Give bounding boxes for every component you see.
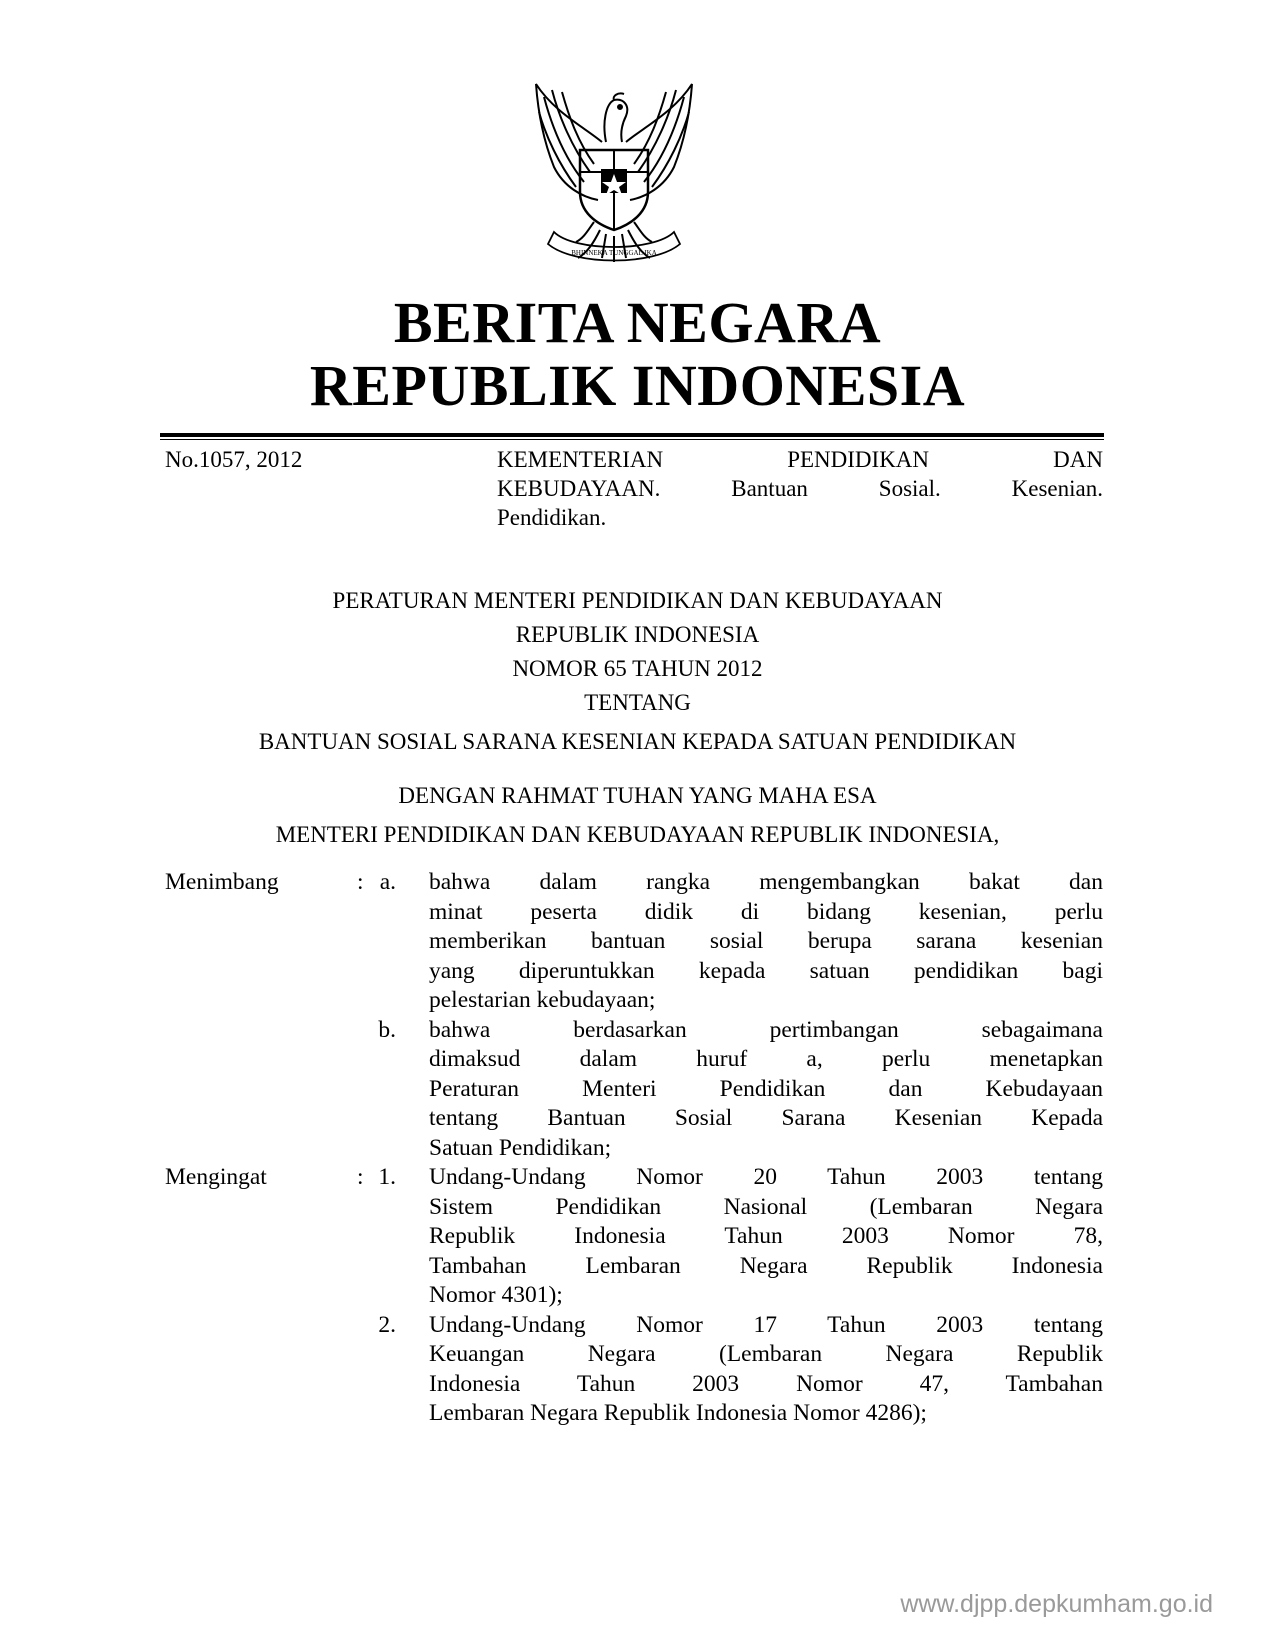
menimbang-colon: :	[357, 869, 364, 895]
regulation-country: REPUBLIK INDONESIA	[515, 622, 760, 647]
mengingat-colon: :	[357, 1164, 364, 1190]
mengingat-label: Mengingat	[165, 1164, 267, 1190]
garuda-emblem-icon	[514, 72, 714, 277]
text-line: Nomor 4301);	[429, 1282, 563, 1308]
text-line: bahwa dalam rangka mengembangkan bakat dan	[429, 869, 1103, 895]
text-line: bahwa berdasarkan pertimbangan sebagaimana	[429, 1016, 1103, 1043]
subject-line: Pendidikan.	[497, 505, 607, 530]
text-line: Peraturan Menteri Pendidikan dan Kebudayaan	[429, 1075, 1103, 1102]
menimbang-item-a	[429, 868, 1103, 1016]
menimbang-label: Menimbang	[165, 869, 279, 895]
gazette-title-line2: REPUBLIK INDONESIA	[309, 353, 966, 418]
subject-line: KEMENTERIAN PENDIDIKAN DAN	[497, 447, 1103, 472]
mengingat-item-1	[429, 1163, 1103, 1311]
mengingat-marker-2: 2.	[378, 1311, 396, 1338]
menimbang-marker-b: b.	[378, 1016, 396, 1043]
text-line: minat peserta didik di bidang kesenian, perlu	[429, 898, 1103, 925]
preamble-minister: MENTERI PENDIDIKAN DAN KEBUDAYAAN REPUBLIK INDONESIA,	[275, 822, 1000, 847]
regulation-heading	[0, 584, 1275, 764]
text-line: Lembaran Negara Republik Indonesia Nomor 4286);	[429, 1400, 927, 1426]
text-line: Indonesia Tahun 2003 Nomor 47, Tambahan	[429, 1370, 1103, 1397]
gazette-title-line1: BERITA NEGARA	[393, 290, 882, 355]
text-line: Undang-Undang Nomor 17 Tahun 2003 tentang	[429, 1311, 1103, 1338]
svg-text:BHINNEKA TUNGGAL IKA: BHINNEKA TUNGGAL IKA	[571, 249, 657, 257]
menimbang-marker-a: a.	[379, 869, 396, 895]
subject-line: KEBUDAYAAN. Bantuan Sosial. Kesenian.	[497, 476, 1103, 501]
text-line: dimaksud dalam huruf a, perlu menetapkan	[429, 1046, 1103, 1072]
text-line: Keuangan Negara (Lembaran Negara Republik	[429, 1341, 1103, 1367]
text-line: Undang-Undang Nomor 20 Tahun 2003 tentang	[429, 1164, 1103, 1190]
gazette-subject	[497, 445, 1103, 532]
mengingat-item-2	[429, 1311, 1103, 1429]
text-line: Satuan Pendidikan;	[429, 1134, 612, 1161]
menimbang-item-b	[429, 1016, 1103, 1164]
regulation-number: NOMOR 65 TAHUN 2012	[512, 656, 763, 681]
regulation-subject: BANTUAN SOSIAL SARANA KESENIAN KEPADA SATUAN PENDIDIKAN	[258, 729, 1017, 754]
text-line: Tambahan Lembaran Negara Republik Indonesia	[429, 1252, 1103, 1279]
mengingat-marker-1: 1.	[378, 1164, 396, 1190]
header-divider-thick	[160, 433, 1104, 437]
header-divider-thin	[160, 439, 1104, 440]
regulation-tentang: TENTANG	[584, 690, 691, 715]
text-line: memberikan bantuan sosial berupa sarana kesenian	[429, 928, 1103, 954]
gazette-number: No.1057, 2012	[165, 447, 303, 472]
preamble-line: DENGAN RAHMAT TUHAN YANG MAHA ESA	[398, 783, 877, 808]
text-line: pelestarian kebudayaan;	[429, 987, 656, 1013]
source-watermark: www.djpp.depkumham.go.id	[900, 1590, 1213, 1618]
text-line: yang diperuntukkan kepada satuan pendidikan bagi	[429, 957, 1103, 984]
text-line: tentang Bantuan Sosial Sarana Kesenian Kepada	[429, 1105, 1103, 1131]
regulation-title: PERATURAN MENTERI PENDIDIKAN DAN KEBUDAYAAN	[332, 588, 943, 613]
text-line: Republik Indonesia Tahun 2003 Nomor 78,	[429, 1223, 1103, 1249]
text-line: Sistem Pendidikan Nasional (Lembaran Negara	[429, 1193, 1103, 1220]
preamble-heading	[0, 776, 1275, 854]
